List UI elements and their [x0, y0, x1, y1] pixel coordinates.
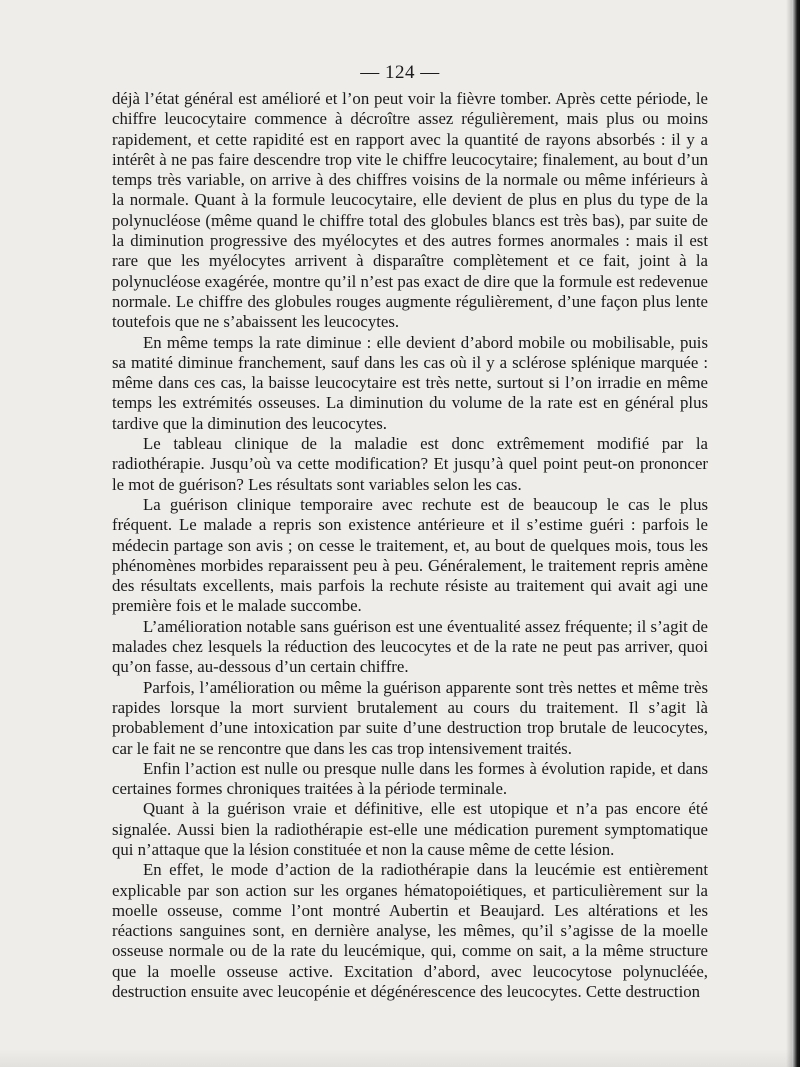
paragraph-6: Parfois, l’amélioration ou même la guérison apparente sont très nettes et même très rapides lorsque la mort survient brutalement au cours du traitement. Il s’agit là probablement d’une intoxication par suite d’une destruction trop brutale de leucocytes, car le fait ne se rencontre que dans les cas trop intensivement traités. [112, 677, 708, 758]
paragraph-1: déjà l’état général est amélioré et l’on peut voir la fièvre tomber. Après cette période, le chiffre leucocytaire commence à décroître assez régulièrement, mais plus ou moins rapidement, et cette rapidité est en rapport avec la quantité de rayons absorbés : il y a intérêt à ne pas faire descendre trop vite le chiffre leucocytaire; finalement, au bout d’un temps très variable, on arrive à des chiffres voisins de la normale ou même inférieurs à la normale. Quant à la formule leucocytaire, elle devient de plus en plus du type de la polynucléose (même quand le chiffre total des globules blancs est très bas), par suite de la diminution progressive des myélocytes et des autres formes anormales : mais il est rare que les myélocytes arrivent à disparaître complètement et ce fait, joint à la polynucléose exagérée, montre qu’il n’est pas exact de dire que la formule est redevenue normale. Le chiffre des globules rouges augmente régulièrement, d’une façon plus lente toutefois que ne s’abaissent les leucocytes. [112, 89, 708, 332]
page-edge-shadow [786, 0, 800, 1067]
paragraph-8: Quant à la guérison vraie et définitive, elle est utopique et n’a pas encore été signalée. Aussi bien la radiothérapie est-elle une médication purement symptomatique qui n’attaque que la lésion constituée et non la cause même de cette lésion. [112, 799, 708, 859]
page-number: — 124 — [360, 62, 440, 83]
paragraph-5: L’amélioration notable sans guérison est une éventualité assez fréquente; il s’agit de malades chez lesquels la réduction des leucocytes et de la rate ne peut pas arriver, quoi qu’on fasse, au-dessous d’un certain chiffre. [112, 616, 708, 677]
paragraph-3: Le tableau clinique de la maladie est donc extrêmement modifié par la radiothérapie. Jusqu’où va cette modification? Et jusqu’à quel point peut-on prononcer le mot de guérison? Les résultats sont variables selon les cas. [112, 434, 708, 494]
paragraph-7: Enfin l’action est nulle ou presque nulle dans les formes à évolution rapide, et dans certaines formes chroniques traitées à la période terminale. [112, 758, 708, 799]
body-text [112, 89, 708, 1002]
paragraph-9: En effet, le mode d’action de la radiothérapie dans la leucémie est entièrement explicable par son action sur les organes hématopoiétiques, et particulièrement sur la moelle osseuse, comme l’ont montré Aubertin et Beaujard. Les altérations et les réactions sanguines sont, en dernière analyse, les mêmes, qu’il s’agisse de la moelle osseuse normale ou de la rate du leucémique, qui, comme on sait, a la même structure que la moelle osseuse active. Excitation d’abord, avec leucocytose polynucléée, destruction ensuite avec leucopénie et dégénérescence des leucocytes. Cette destruction [112, 860, 708, 1002]
page-bottom-shade [0, 1049, 800, 1067]
paragraph-4: La guérison clinique temporaire avec rechute est de beaucoup le cas le plus fréquent. Le malade a repris son existence antérieure et il s’estime guéri : parfois le médecin partage son avis ; on cesse le traitement, et, au bout de quelques mois, tous les phénomènes morbides reparaissent peu à peu. Généralement, le traitement repris amène des résultats excellents, mais parfois la rechute résiste au traitement qui avait agi une première fois et le malade succombe. [112, 494, 708, 616]
paragraph-2: En même temps la rate diminue : elle devient d’abord mobile ou mobilisable, puis sa matité diminue franchement, sauf dans les cas où il y a sclérose splénique marquée : même dans ces cas, la baisse leucocytaire est très nette, surtout si l’on irradie en même temps les extrémités osseuses. La diminution du volume de la rate est en général plus tardive que la diminution des leucocytes. [112, 332, 708, 433]
